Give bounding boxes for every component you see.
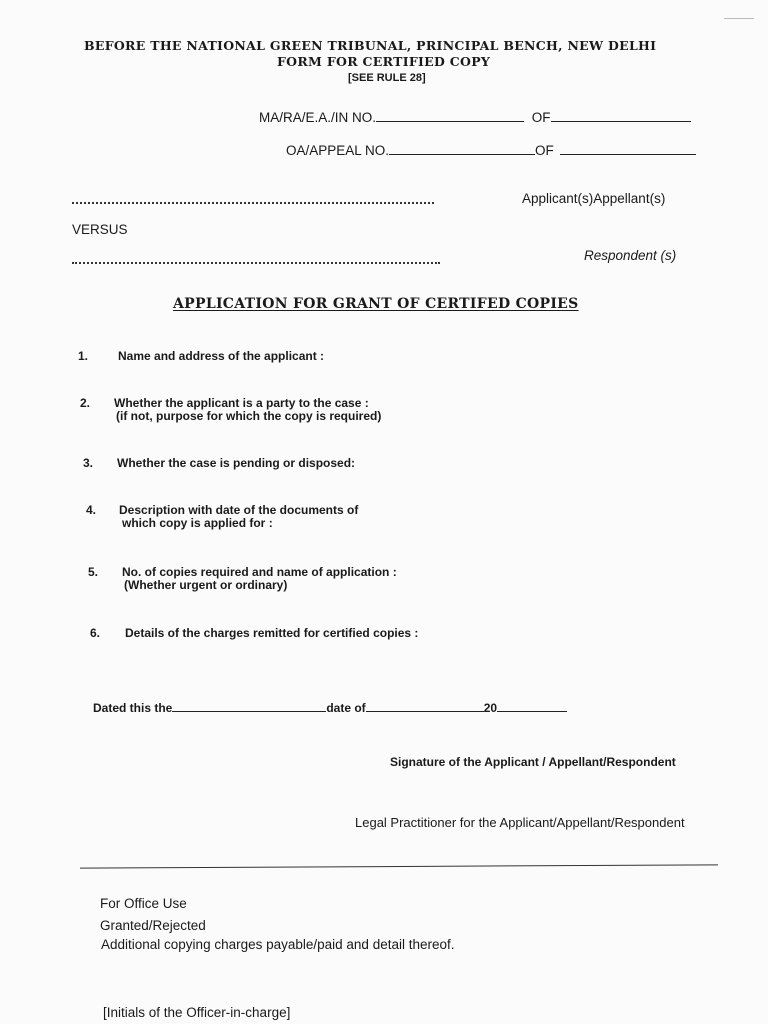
year-blank[interactable]	[497, 711, 567, 712]
month-blank[interactable]	[366, 711, 484, 712]
dated-prefix: Dated this the	[93, 701, 173, 715]
office-divider	[80, 864, 718, 868]
ma-field-row	[259, 110, 691, 125]
item-5-sub: (Whether urgent or ordinary)	[124, 578, 288, 592]
versus-label: VERSUS	[72, 222, 128, 237]
office-use-label: For Office Use	[100, 896, 187, 911]
item-4-sub: which copy is applied for :	[122, 516, 273, 530]
applicant-label: Applicant(s)Appellant(s)	[522, 191, 666, 206]
item-3	[83, 456, 355, 470]
item-number: 6.	[90, 626, 101, 640]
item-number: 1.	[78, 349, 89, 363]
applicant-name-blank[interactable]	[72, 202, 434, 204]
item-6	[90, 626, 418, 640]
header-form-title: FORM FOR CERTIFIED COPY	[277, 54, 491, 69]
page-corner-mark	[724, 18, 754, 19]
applicant-signature-label: Signature of the Applicant / Appellant/Respondent	[390, 755, 676, 769]
date-of-label: date of	[326, 701, 366, 715]
item-number: 5.	[88, 565, 99, 579]
item-1	[78, 349, 324, 363]
year-prefix: 20	[483, 701, 498, 715]
dated-row	[93, 701, 567, 715]
item-text: Whether the case is pending or disposed:	[117, 456, 356, 470]
header-rule: [SEE RULE 28]	[348, 72, 426, 84]
application-title: APPLICATION FOR GRANT OF CERTIFED COPIES	[173, 296, 579, 312]
of-label-2: OF	[535, 143, 554, 158]
oa-of-blank[interactable]	[560, 154, 696, 155]
ma-label: MA/RA/E.A./IN NO.	[259, 110, 377, 125]
oa-field-row	[286, 143, 696, 158]
item-text: Name and address of the applicant :	[118, 349, 325, 363]
officer-initials-label: [Initials of the Officer-in-charge]	[103, 1005, 291, 1020]
day-blank[interactable]	[172, 711, 326, 712]
respondent-name-blank[interactable]	[72, 262, 440, 264]
oa-number-blank[interactable]	[389, 154, 535, 155]
item-4	[86, 503, 358, 517]
item-2-sub: (if not, purpose for which the copy is required)	[116, 409, 382, 423]
additional-charges-label: Additional copying charges payable/paid and detail thereof.	[101, 937, 455, 952]
of-label-1: OF	[531, 110, 551, 125]
item-number: 2.	[80, 396, 91, 410]
item-number: 3.	[83, 456, 94, 470]
legal-practitioner-label: Legal Practitioner for the Applicant/Appellant/Respondent	[355, 815, 685, 830]
item-5	[88, 565, 397, 579]
item-text: Whether the applicant is a party to the case :	[114, 396, 369, 410]
oa-label: OA/APPEAL NO.	[286, 143, 390, 158]
item-text: No. of copies required and name of application :	[122, 565, 397, 579]
granted-rejected-label: Granted/Rejected	[100, 918, 206, 933]
item-number: 4.	[86, 503, 97, 517]
ma-number-blank[interactable]	[376, 121, 524, 122]
item-text: Description with date of the documents of	[119, 503, 359, 517]
respondent-label: Respondent (s)	[584, 248, 677, 263]
item-2	[80, 396, 369, 410]
ma-of-blank[interactable]	[551, 121, 691, 122]
header-tribunal: BEFORE THE NATIONAL GREEN TRIBUNAL, PRINCIPAL BENCH, NEW DELHI	[84, 38, 657, 53]
item-text: Details of the charges remitted for certified copies :	[125, 626, 419, 640]
